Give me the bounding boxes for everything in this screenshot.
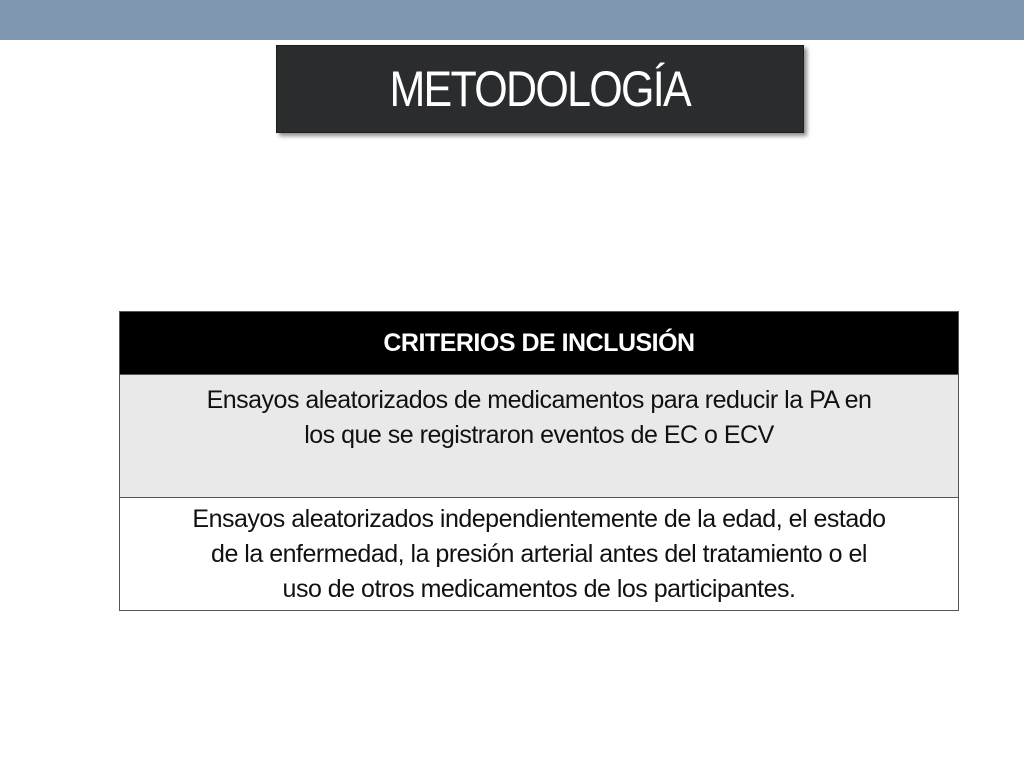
title-box [276, 45, 804, 133]
inclusion-criteria-table [119, 311, 959, 611]
criteria-2-line-2: de la enfermedad, la presión arterial antes del tratamiento o el [211, 540, 867, 568]
table-row [120, 498, 959, 611]
table-header-cell: CRITERIOS DE INCLUSIÓN [120, 312, 959, 375]
criteria-1-line-2: los que se registraron eventos de EC o ECV [304, 421, 774, 449]
criteria-cell-1 [120, 375, 959, 498]
criteria-2-line-1: Ensayos aleatorizados independientemente de la edad, el estado [192, 505, 886, 533]
table-row [120, 375, 959, 498]
criteria-1-line-1: Ensayos aleatorizados de medicamentos para reducir la PA en [206, 386, 872, 414]
top-accent-bar [0, 0, 1024, 40]
criteria-2-line-3: uso de otros medicamentos de los participantes. [282, 575, 796, 603]
criteria-cell-2 [120, 498, 959, 611]
slide-title: METODOLOGÍA [389, 61, 691, 117]
table-header-row [120, 312, 959, 375]
